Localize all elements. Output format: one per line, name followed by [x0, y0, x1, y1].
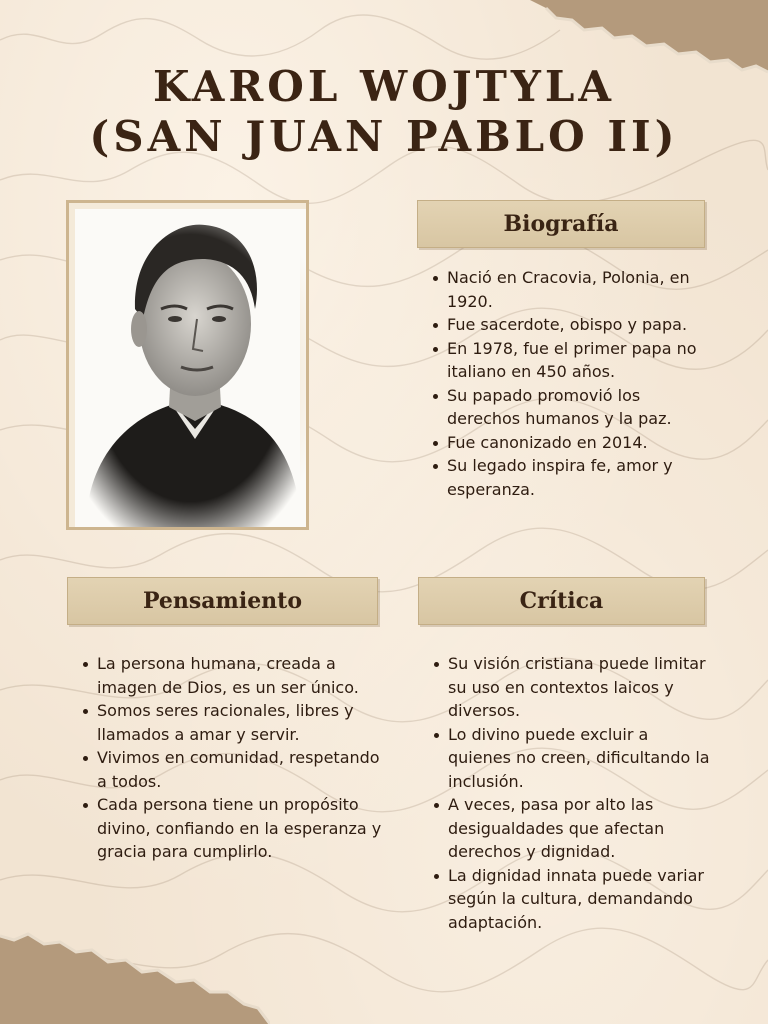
list-item: Su legado inspira fe, amor y esperanza.: [447, 454, 715, 501]
biografia-heading-label: Biografía: [503, 211, 619, 237]
list-item: La dignidad innata puede variar según la cultura, demandando adaptación.: [448, 864, 716, 935]
title-line-1: KAROL WOJTYLA: [152, 62, 615, 111]
page-title: [0, 62, 768, 162]
torn-paper-bottom-left: [0, 930, 270, 1024]
portrait-frame: [66, 200, 309, 530]
list-item: Nació en Cracovia, Polonia, en 1920.: [447, 266, 715, 313]
list-item: A veces, pasa por alto las desigualdades que afectan derechos y dignidad.: [448, 793, 716, 864]
pensamiento-list: [77, 652, 393, 864]
portrait-illustration: [75, 209, 306, 527]
biografia-list: [427, 266, 715, 501]
list-item: Fue sacerdote, obispo y papa.: [447, 313, 715, 337]
list-item: En 1978, fue el primer papa no italiano en 450 años.: [447, 337, 715, 384]
pensamiento-heading-label: Pensamiento: [142, 588, 303, 614]
biografia-heading: [417, 200, 705, 248]
portrait-photo: [75, 209, 300, 521]
critica-heading: [418, 577, 705, 625]
list-item: Cada persona tiene un propósito divino, confiando en la esperanza y gracia para cumplirlo.: [97, 793, 393, 864]
pensamiento-heading: [67, 577, 378, 625]
list-item: Lo divino puede excluir a quienes no creen, dificultando la inclusión.: [448, 723, 716, 794]
list-item: Su papado promovió los derechos humanos y la paz.: [447, 384, 715, 431]
critica-list: [428, 652, 716, 934]
list-item: La persona humana, creada a imagen de Dios, es un ser único.: [97, 652, 393, 699]
list-item: Somos seres racionales, libres y llamados a amar y servir.: [97, 699, 393, 746]
list-item: Fue canonizado en 2014.: [447, 431, 715, 455]
critica-heading-label: Crítica: [519, 588, 604, 614]
list-item: Vivimos en comunidad, respetando a todos.: [97, 746, 393, 793]
title-line-2: (SAN JUAN PABLO II): [89, 112, 679, 161]
list-item: Su visión cristiana puede limitar su uso en contextos laicos y diversos.: [448, 652, 716, 723]
